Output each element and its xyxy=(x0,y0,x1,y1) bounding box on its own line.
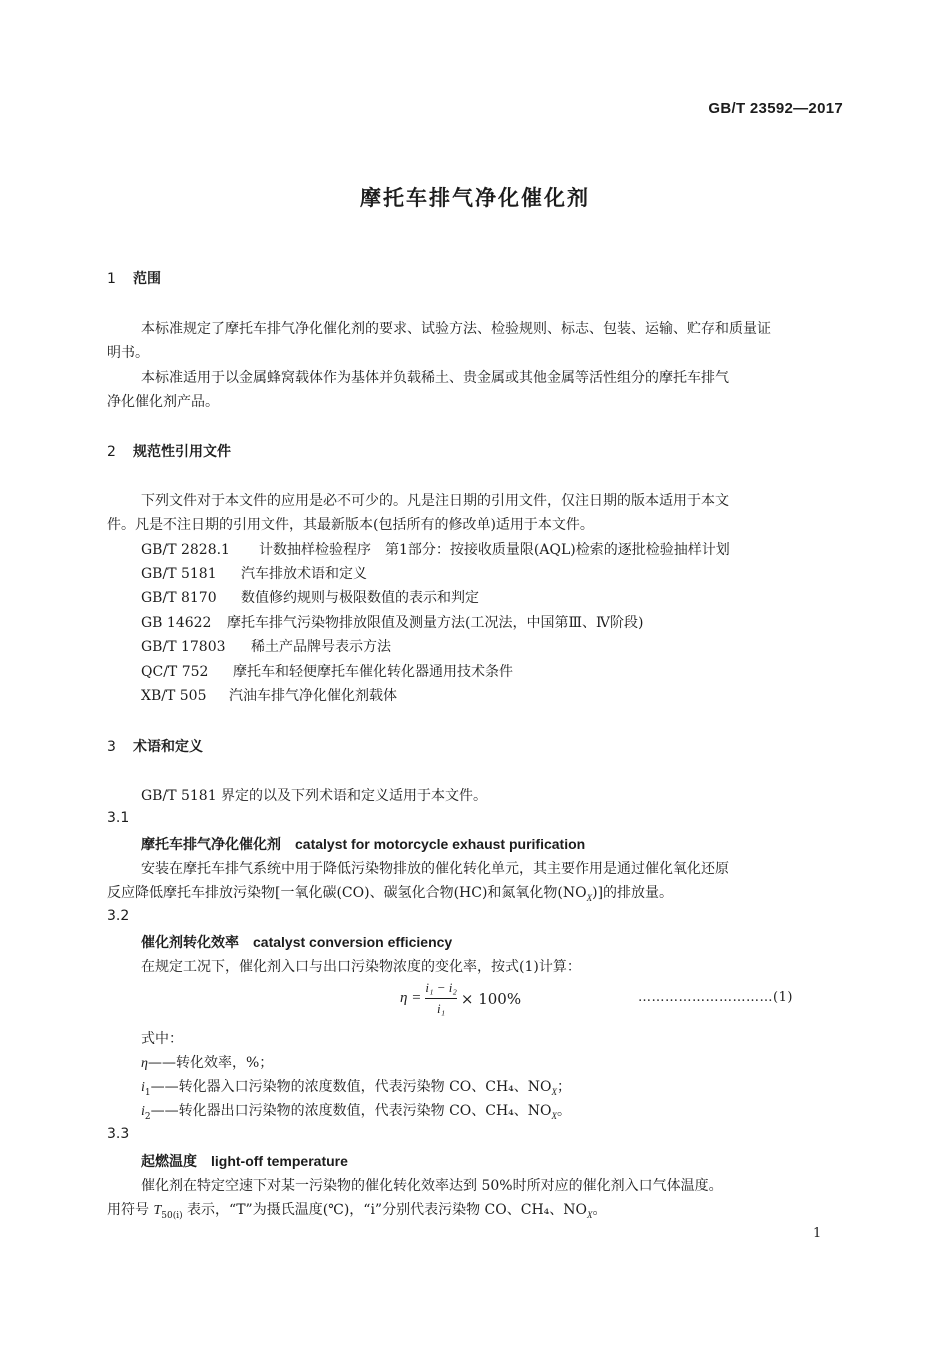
reference-code: XB/T 505 xyxy=(141,688,207,704)
reference-item xyxy=(141,661,513,681)
text-run: 。 xyxy=(592,1202,607,1218)
variable-symbol: η xyxy=(141,1056,148,1071)
efficiency-formula xyxy=(400,980,521,1017)
reference-item xyxy=(141,612,643,632)
term-english: light-off temperature xyxy=(211,1153,348,1169)
section-number: 3 xyxy=(107,739,116,755)
formula-lhs: η = xyxy=(400,990,422,1006)
equation-number: …………………………(1) xyxy=(638,990,793,1005)
formula-numerator: i₁ − i₂ xyxy=(425,980,457,995)
text-run: )]的排放量。 xyxy=(592,885,674,901)
variable-symbol: i xyxy=(141,1080,145,1095)
subscript: X xyxy=(586,892,593,903)
section-1-heading xyxy=(107,268,161,288)
reference-item xyxy=(141,563,367,583)
paragraph-line: 明书。 xyxy=(107,345,149,361)
reference-title: 数值修约规则与极限数值的表示和判定 xyxy=(241,590,479,606)
formula-fraction xyxy=(425,980,457,1017)
reference-title: 摩托车和轻便摩托车催化转化器通用技术条件 xyxy=(233,664,513,680)
reference-item xyxy=(141,539,730,559)
reference-title: 汽车排放术语和定义 xyxy=(241,566,367,582)
reference-title: 稀土产品牌号表示方法 xyxy=(251,639,391,655)
term-english: catalyst conversion efficiency xyxy=(253,934,453,950)
term-heading xyxy=(141,932,452,952)
variable-subscript: 1 xyxy=(144,1087,151,1098)
variable-definition xyxy=(141,1076,571,1098)
reference-title: 计数抽样检验程序 第1部分：按接收质量限(AQL)检索的逐批检验抽样计划 xyxy=(259,542,730,558)
standard-number: GB/T 23592—2017 xyxy=(708,100,843,117)
term-chinese: 摩托车排气净化催化剂 xyxy=(141,837,281,853)
text-run: 。 xyxy=(557,1103,572,1119)
section-title: 术语和定义 xyxy=(133,739,203,755)
variable-symbol: i xyxy=(141,1104,145,1119)
where-label: 式中： xyxy=(141,1031,183,1047)
clause-number: 3.2 xyxy=(107,908,130,924)
reference-item xyxy=(141,636,391,656)
reference-code: QC/T 752 xyxy=(141,664,209,680)
text-run: 用符号 xyxy=(107,1202,154,1218)
term-english: catalyst for motorcycle exhaust purification xyxy=(295,836,586,852)
paragraph-line: 本标准适用于以金属蜂窝载体作为基体并负载稀土、贵金属或其他金属等活性组分的摩托车排气 xyxy=(141,370,729,386)
reference-code: GB 14622 xyxy=(141,615,212,631)
reference-title: 摩托车排气污染物排放限值及测量方法(工况法，中国第Ⅲ、Ⅳ阶段) xyxy=(227,615,644,631)
paragraph-line xyxy=(107,1199,607,1221)
variable-description: ——转化器入口污染物的浓度数值，代表污染物 CO、CH₄、NO xyxy=(150,1079,552,1095)
fraction-bar xyxy=(425,998,457,999)
section-2-heading xyxy=(107,441,231,461)
subscript: X xyxy=(551,1086,558,1097)
paragraph-line xyxy=(107,882,673,903)
term-heading xyxy=(141,834,585,854)
paragraph-line: GB/T 5181 界定的以及下列术语和定义适用于本文件。 xyxy=(141,788,488,804)
text-run: ； xyxy=(557,1079,572,1095)
formula-rhs: × 100% xyxy=(460,989,522,1008)
paragraph-line: 在规定工况下，催化剂入口与出口污染物浓度的变化率，按式(1)计算： xyxy=(141,959,581,975)
document-title: 摩托车排气净化催化剂 xyxy=(360,186,590,210)
variable-definition xyxy=(141,1052,273,1072)
variable-description: ——转化效率，%； xyxy=(147,1055,274,1071)
reference-code: GB/T 2828.1 xyxy=(141,542,230,558)
reference-item xyxy=(141,587,479,607)
section-title: 规范性引用文件 xyxy=(133,444,231,460)
section-title: 范围 xyxy=(133,271,161,287)
formula-denominator: i₁ xyxy=(437,1001,446,1016)
paragraph-line: 催化剂在特定空速下对某一污染物的催化转化效率达到 50%时所对应的催化剂入口气体温度。 xyxy=(141,1178,723,1194)
paragraph-line: 下列文件对于本文件的应用是必不可少的。凡是注日期的引用文件，仅注日期的版本适用于本文 xyxy=(141,493,729,509)
clause-number: 3.1 xyxy=(107,810,130,826)
reference-code: GB/T 8170 xyxy=(141,590,217,606)
section-number: 2 xyxy=(107,444,116,460)
page-number: 1 xyxy=(813,1226,822,1241)
variable-subscript: 2 xyxy=(144,1111,151,1122)
variable-description: ——转化器出口污染物的浓度数值，代表污染物 CO、CH₄、NO xyxy=(150,1103,552,1119)
symbol-T: T xyxy=(153,1203,162,1218)
paragraph-line: 本标准规定了摩托车排气净化催化剂的要求、试验方法、检验规则、标志、包装、运输、贮存和质量证 xyxy=(141,321,771,337)
reference-item xyxy=(141,685,397,705)
reference-title: 汽油车排气净化催化剂载体 xyxy=(229,688,397,704)
text-run: 表示，“T”为摄氏温度(℃)，“i”分别代表污染物 CO、CH₄、NO xyxy=(182,1202,587,1218)
clause-number: 3.3 xyxy=(107,1126,130,1142)
paragraph-line: 安装在摩托车排气系统中用于降低污染物排放的催化转化单元，其主要作用是通过催化氧化还原 xyxy=(141,861,729,877)
text-run: 反应降低摩托车排放污染物[一氧化碳(CO)、碳氢化合物(HC)和氮氧化物(NO xyxy=(107,885,587,901)
paragraph-line: 净化催化剂产品。 xyxy=(107,394,219,410)
term-heading xyxy=(141,1151,348,1171)
section-number: 1 xyxy=(107,271,116,287)
reference-code: GB/T 17803 xyxy=(141,639,226,655)
paragraph-line: 件。凡是不注日期的引用文件，其最新版本(包括所有的修改单)适用于本文件。 xyxy=(107,517,594,533)
subscript: X xyxy=(551,1110,558,1121)
section-3-heading xyxy=(107,736,203,756)
symbol-subscript: 50(i) xyxy=(161,1210,183,1221)
term-chinese: 催化剂转化效率 xyxy=(141,935,239,951)
subscript: X xyxy=(587,1209,593,1220)
term-chinese: 起燃温度 xyxy=(141,1154,197,1170)
variable-definition xyxy=(141,1100,571,1122)
reference-code: GB/T 5181 xyxy=(141,566,217,582)
